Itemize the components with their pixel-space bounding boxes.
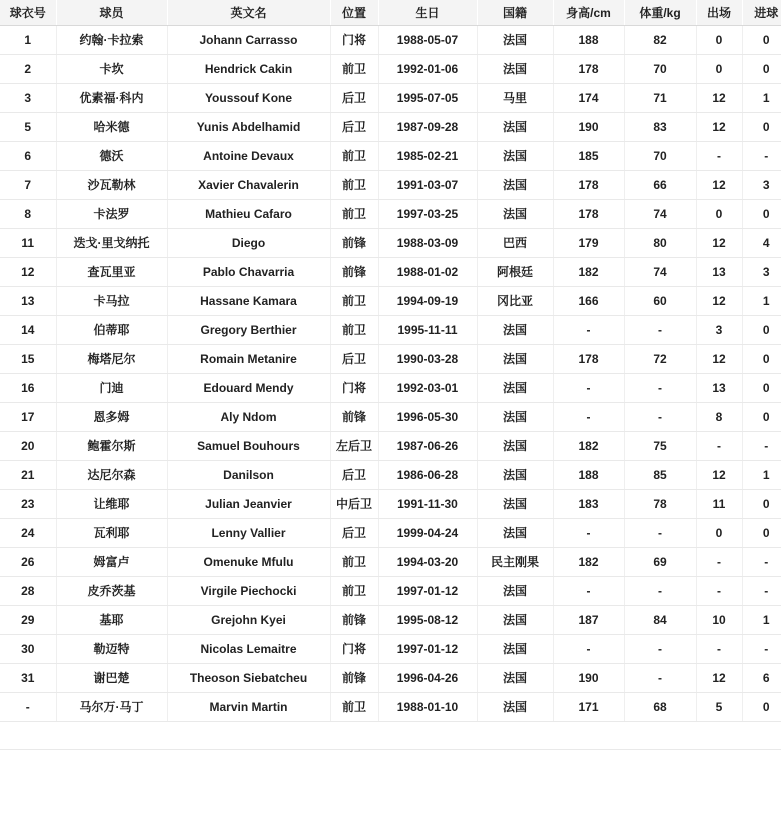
cell-nationality: 法国 <box>477 663 553 692</box>
cell-height: - <box>553 634 624 663</box>
cell-goals: 0 <box>742 25 781 54</box>
cell-birthday: 1985-02-21 <box>378 141 477 170</box>
cell-position: 前卫 <box>330 199 378 228</box>
cell-height: 182 <box>553 257 624 286</box>
cell-birthday: 1988-01-02 <box>378 257 477 286</box>
cell-player-name-en: Johann Carrasso <box>167 25 330 54</box>
cell-birthday: 1991-03-07 <box>378 170 477 199</box>
cell-position: 前卫 <box>330 286 378 315</box>
cell-weight: 69 <box>624 547 696 576</box>
cell-nationality: 法国 <box>477 692 553 721</box>
cell-goals: 0 <box>742 112 781 141</box>
cell-weight: 75 <box>624 431 696 460</box>
cell-appearances: - <box>696 141 742 170</box>
cell-jersey-number: 6 <box>0 141 56 170</box>
cell-birthday: 1996-04-26 <box>378 663 477 692</box>
cell-jersey-number: 5 <box>0 112 56 141</box>
cell-jersey-number: 31 <box>0 663 56 692</box>
cell-height: 178 <box>553 54 624 83</box>
cell-goals: 0 <box>742 315 781 344</box>
column-header-appearances: 出场 <box>696 0 742 25</box>
cell-position: 前锋 <box>330 228 378 257</box>
cell-nationality: 法国 <box>477 489 553 518</box>
cell-appearances: 12 <box>696 83 742 112</box>
cell-player-name-en: Grejohn Kyei <box>167 605 330 634</box>
cell-position: 门将 <box>330 25 378 54</box>
cell-height: 171 <box>553 692 624 721</box>
header-row <box>0 0 781 25</box>
cell-jersey-number: 1 <box>0 25 56 54</box>
cell-birthday: 1997-01-12 <box>378 576 477 605</box>
cell-height: 174 <box>553 83 624 112</box>
cell-goals: 0 <box>742 489 781 518</box>
cell-nationality: 法国 <box>477 518 553 547</box>
cell-birthday: 1988-01-10 <box>378 692 477 721</box>
cell-jersey-number: 24 <box>0 518 56 547</box>
cell-height: 178 <box>553 199 624 228</box>
cell-nationality: 法国 <box>477 576 553 605</box>
cell-jersey-number: 23 <box>0 489 56 518</box>
cell-nationality: 冈比亚 <box>477 286 553 315</box>
cell-birthday: 1987-09-28 <box>378 112 477 141</box>
cell-nationality: 法国 <box>477 373 553 402</box>
cell-position: 前卫 <box>330 692 378 721</box>
table-footer-strip <box>0 722 781 750</box>
cell-player-name-cn: 让维耶 <box>56 489 167 518</box>
cell-birthday: 1991-11-30 <box>378 489 477 518</box>
table-row <box>0 199 781 228</box>
cell-birthday: 1997-03-25 <box>378 199 477 228</box>
cell-position: 后卫 <box>330 460 378 489</box>
cell-birthday: 1986-06-28 <box>378 460 477 489</box>
cell-weight: 74 <box>624 257 696 286</box>
table-row <box>0 663 781 692</box>
cell-position: 前锋 <box>330 257 378 286</box>
table-row <box>0 83 781 112</box>
cell-appearances: 13 <box>696 257 742 286</box>
cell-player-name-cn: 伯蒂耶 <box>56 315 167 344</box>
cell-appearances: 12 <box>696 112 742 141</box>
cell-position: 后卫 <box>330 83 378 112</box>
cell-position: 前卫 <box>330 576 378 605</box>
cell-weight: 71 <box>624 83 696 112</box>
cell-height: 185 <box>553 141 624 170</box>
cell-player-name-en: Youssouf Kone <box>167 83 330 112</box>
cell-player-name-cn: 梅塔尼尔 <box>56 344 167 373</box>
cell-appearances: 8 <box>696 402 742 431</box>
cell-position: 门将 <box>330 373 378 402</box>
column-header-nationality: 国籍 <box>477 0 553 25</box>
cell-appearances: - <box>696 431 742 460</box>
cell-weight: 84 <box>624 605 696 634</box>
cell-player-name-cn: 迭戈·里戈纳托 <box>56 228 167 257</box>
cell-appearances: 0 <box>696 199 742 228</box>
cell-birthday: 1988-03-09 <box>378 228 477 257</box>
table-row <box>0 489 781 518</box>
cell-height: 183 <box>553 489 624 518</box>
table-row <box>0 402 781 431</box>
cell-appearances: - <box>696 576 742 605</box>
cell-player-name-cn: 卡马拉 <box>56 286 167 315</box>
table-row <box>0 170 781 199</box>
table-row <box>0 25 781 54</box>
cell-jersey-number: 21 <box>0 460 56 489</box>
cell-height: 188 <box>553 25 624 54</box>
cell-position: 前卫 <box>330 54 378 83</box>
table-row <box>0 634 781 663</box>
cell-nationality: 法国 <box>477 141 553 170</box>
cell-jersey-number: 7 <box>0 170 56 199</box>
cell-player-name-en: Antoine Devaux <box>167 141 330 170</box>
cell-goals: 0 <box>742 373 781 402</box>
cell-player-name-cn: 约翰·卡拉索 <box>56 25 167 54</box>
cell-height: 182 <box>553 547 624 576</box>
cell-weight: 70 <box>624 141 696 170</box>
cell-goals: 1 <box>742 83 781 112</box>
cell-goals: - <box>742 431 781 460</box>
cell-position: 前锋 <box>330 402 378 431</box>
cell-goals: 4 <box>742 228 781 257</box>
cell-player-name-en: Samuel Bouhours <box>167 431 330 460</box>
column-header-goals: 进球 <box>742 0 781 25</box>
cell-goals: - <box>742 576 781 605</box>
cell-appearances: 13 <box>696 373 742 402</box>
cell-appearances: - <box>696 634 742 663</box>
cell-birthday: 1988-05-07 <box>378 25 477 54</box>
cell-player-name-cn: 姆富卢 <box>56 547 167 576</box>
cell-height: - <box>553 373 624 402</box>
cell-position: 前卫 <box>330 141 378 170</box>
cell-player-name-en: Diego <box>167 228 330 257</box>
cell-player-name-en: Gregory Berthier <box>167 315 330 344</box>
cell-birthday: 1996-05-30 <box>378 402 477 431</box>
cell-appearances: 0 <box>696 518 742 547</box>
cell-position: 后卫 <box>330 344 378 373</box>
table-row <box>0 141 781 170</box>
table-row <box>0 112 781 141</box>
cell-weight: - <box>624 315 696 344</box>
cell-goals: 0 <box>742 199 781 228</box>
cell-goals: 0 <box>742 344 781 373</box>
cell-birthday: 1992-03-01 <box>378 373 477 402</box>
cell-player-name-en: Omenuke Mfulu <box>167 547 330 576</box>
cell-birthday: 1992-01-06 <box>378 54 477 83</box>
table-row <box>0 605 781 634</box>
cell-position: 前锋 <box>330 605 378 634</box>
cell-jersey-number: 28 <box>0 576 56 605</box>
table-row <box>0 315 781 344</box>
cell-jersey-number: 3 <box>0 83 56 112</box>
cell-weight: - <box>624 634 696 663</box>
column-header-jersey-number: 球衣号 <box>0 0 56 25</box>
cell-player-name-en: Aly Ndom <box>167 402 330 431</box>
cell-weight: 66 <box>624 170 696 199</box>
cell-birthday: 1994-03-20 <box>378 547 477 576</box>
cell-weight: - <box>624 373 696 402</box>
cell-nationality: 法国 <box>477 460 553 489</box>
table-row <box>0 286 781 315</box>
cell-height: 178 <box>553 170 624 199</box>
cell-height: - <box>553 315 624 344</box>
table-row <box>0 344 781 373</box>
cell-jersey-number: 8 <box>0 199 56 228</box>
cell-player-name-en: Mathieu Cafaro <box>167 199 330 228</box>
cell-player-name-cn: 德沃 <box>56 141 167 170</box>
cell-position: 左后卫 <box>330 431 378 460</box>
cell-position: 后卫 <box>330 518 378 547</box>
cell-jersey-number: 30 <box>0 634 56 663</box>
cell-position: 门将 <box>330 634 378 663</box>
cell-player-name-en: Yunis Abdelhamid <box>167 112 330 141</box>
cell-jersey-number: 11 <box>0 228 56 257</box>
cell-weight: - <box>624 663 696 692</box>
cell-jersey-number: 29 <box>0 605 56 634</box>
cell-nationality: 法国 <box>477 112 553 141</box>
cell-appearances: 12 <box>696 228 742 257</box>
cell-weight: 78 <box>624 489 696 518</box>
cell-appearances: 12 <box>696 460 742 489</box>
cell-nationality: 法国 <box>477 54 553 83</box>
cell-appearances: 5 <box>696 692 742 721</box>
cell-player-name-cn: 恩多姆 <box>56 402 167 431</box>
cell-height: 178 <box>553 344 624 373</box>
cell-height: 182 <box>553 431 624 460</box>
cell-nationality: 阿根廷 <box>477 257 553 286</box>
cell-player-name-en: Danilson <box>167 460 330 489</box>
cell-weight: 80 <box>624 228 696 257</box>
cell-player-name-cn: 鲍霍尔斯 <box>56 431 167 460</box>
cell-player-name-en: Theoson Siebatcheu <box>167 663 330 692</box>
table-header <box>0 0 781 25</box>
cell-jersey-number: 14 <box>0 315 56 344</box>
column-header-position: 位置 <box>330 0 378 25</box>
cell-player-name-cn: 瓦利耶 <box>56 518 167 547</box>
cell-goals: - <box>742 634 781 663</box>
cell-position: 前卫 <box>330 547 378 576</box>
cell-goals: 3 <box>742 170 781 199</box>
table-row <box>0 576 781 605</box>
column-header-height: 身高/cm <box>553 0 624 25</box>
cell-height: 179 <box>553 228 624 257</box>
cell-height: 190 <box>553 112 624 141</box>
cell-nationality: 法国 <box>477 315 553 344</box>
table-row <box>0 257 781 286</box>
cell-appearances: 10 <box>696 605 742 634</box>
table-row <box>0 460 781 489</box>
cell-player-name-cn: 皮乔茨基 <box>56 576 167 605</box>
cell-birthday: 1995-11-11 <box>378 315 477 344</box>
cell-height: - <box>553 518 624 547</box>
cell-jersey-number: 26 <box>0 547 56 576</box>
cell-player-name-cn: 卡法罗 <box>56 199 167 228</box>
cell-player-name-cn: 基耶 <box>56 605 167 634</box>
cell-appearances: 0 <box>696 25 742 54</box>
cell-height: 187 <box>553 605 624 634</box>
cell-birthday: 1999-04-24 <box>378 518 477 547</box>
cell-appearances: 0 <box>696 54 742 83</box>
cell-player-name-cn: 优素福·科内 <box>56 83 167 112</box>
cell-nationality: 法国 <box>477 199 553 228</box>
cell-player-name-cn: 沙瓦勒林 <box>56 170 167 199</box>
cell-player-name-cn: 哈米德 <box>56 112 167 141</box>
cell-weight: 68 <box>624 692 696 721</box>
cell-weight: 60 <box>624 286 696 315</box>
cell-position: 后卫 <box>330 112 378 141</box>
cell-nationality: 马里 <box>477 83 553 112</box>
cell-height: - <box>553 576 624 605</box>
cell-player-name-en: Xavier Chavalerin <box>167 170 330 199</box>
cell-player-name-cn: 卡坎 <box>56 54 167 83</box>
cell-player-name-cn: 达尼尔森 <box>56 460 167 489</box>
cell-appearances: 3 <box>696 315 742 344</box>
cell-player-name-cn: 马尔万·马丁 <box>56 692 167 721</box>
cell-weight: - <box>624 518 696 547</box>
cell-player-name-en: Julian Jeanvier <box>167 489 330 518</box>
cell-goals: - <box>742 547 781 576</box>
cell-nationality: 民主刚果 <box>477 547 553 576</box>
cell-nationality: 法国 <box>477 344 553 373</box>
cell-weight: 74 <box>624 199 696 228</box>
cell-jersey-number: 12 <box>0 257 56 286</box>
cell-goals: 1 <box>742 605 781 634</box>
cell-jersey-number: 13 <box>0 286 56 315</box>
cell-player-name-en: Nicolas Lemaitre <box>167 634 330 663</box>
cell-player-name-en: Pablo Chavarria <box>167 257 330 286</box>
column-header-weight: 体重/kg <box>624 0 696 25</box>
table-row <box>0 373 781 402</box>
cell-weight: - <box>624 576 696 605</box>
cell-birthday: 1997-01-12 <box>378 634 477 663</box>
cell-jersey-number: 2 <box>0 54 56 83</box>
cell-birthday: 1995-07-05 <box>378 83 477 112</box>
cell-height: 166 <box>553 286 624 315</box>
cell-weight: 83 <box>624 112 696 141</box>
table-row <box>0 547 781 576</box>
cell-birthday: 1994-09-19 <box>378 286 477 315</box>
cell-nationality: 法国 <box>477 25 553 54</box>
cell-player-name-en: Lenny Vallier <box>167 518 330 547</box>
cell-goals: 1 <box>742 286 781 315</box>
cell-goals: 0 <box>742 518 781 547</box>
cell-appearances: - <box>696 547 742 576</box>
cell-goals: - <box>742 141 781 170</box>
cell-position: 前锋 <box>330 663 378 692</box>
table-row <box>0 228 781 257</box>
cell-nationality: 巴西 <box>477 228 553 257</box>
table-body <box>0 25 781 721</box>
cell-jersey-number: 20 <box>0 431 56 460</box>
cell-position: 前卫 <box>330 315 378 344</box>
table-row <box>0 518 781 547</box>
cell-appearances: 12 <box>696 286 742 315</box>
cell-position: 前卫 <box>330 170 378 199</box>
cell-player-name-en: Virgile Piechocki <box>167 576 330 605</box>
cell-jersey-number: - <box>0 692 56 721</box>
cell-appearances: 12 <box>696 170 742 199</box>
cell-goals: 0 <box>742 692 781 721</box>
cell-player-name-en: Hassane Kamara <box>167 286 330 315</box>
cell-birthday: 1995-08-12 <box>378 605 477 634</box>
cell-goals: 0 <box>742 402 781 431</box>
cell-weight: 70 <box>624 54 696 83</box>
cell-player-name-en: Marvin Martin <box>167 692 330 721</box>
cell-player-name-cn: 查瓦里亚 <box>56 257 167 286</box>
cell-player-name-en: Hendrick Cakin <box>167 54 330 83</box>
cell-goals: 1 <box>742 460 781 489</box>
cell-birthday: 1990-03-28 <box>378 344 477 373</box>
column-header-player-name-cn: 球员 <box>56 0 167 25</box>
cell-player-name-en: Edouard Mendy <box>167 373 330 402</box>
cell-nationality: 法国 <box>477 170 553 199</box>
cell-jersey-number: 15 <box>0 344 56 373</box>
cell-nationality: 法国 <box>477 431 553 460</box>
cell-player-name-cn: 门迪 <box>56 373 167 402</box>
cell-player-name-cn: 谢巴楚 <box>56 663 167 692</box>
cell-height: 188 <box>553 460 624 489</box>
cell-weight: - <box>624 402 696 431</box>
cell-height: 190 <box>553 663 624 692</box>
column-header-birthday: 生日 <box>378 0 477 25</box>
cell-appearances: 11 <box>696 489 742 518</box>
cell-nationality: 法国 <box>477 634 553 663</box>
cell-appearances: 12 <box>696 663 742 692</box>
cell-nationality: 法国 <box>477 402 553 431</box>
cell-height: - <box>553 402 624 431</box>
table-row <box>0 54 781 83</box>
cell-player-name-cn: 勒迈特 <box>56 634 167 663</box>
table-row <box>0 692 781 721</box>
cell-birthday: 1987-06-26 <box>378 431 477 460</box>
cell-goals: 0 <box>742 54 781 83</box>
cell-appearances: 12 <box>696 344 742 373</box>
cell-weight: 82 <box>624 25 696 54</box>
cell-jersey-number: 16 <box>0 373 56 402</box>
column-header-player-name-en: 英文名 <box>167 0 330 25</box>
cell-weight: 85 <box>624 460 696 489</box>
table-row <box>0 431 781 460</box>
cell-weight: 72 <box>624 344 696 373</box>
cell-position: 中后卫 <box>330 489 378 518</box>
cell-goals: 6 <box>742 663 781 692</box>
cell-player-name-en: Romain Metanire <box>167 344 330 373</box>
cell-jersey-number: 17 <box>0 402 56 431</box>
cell-nationality: 法国 <box>477 605 553 634</box>
cell-goals: 3 <box>742 257 781 286</box>
